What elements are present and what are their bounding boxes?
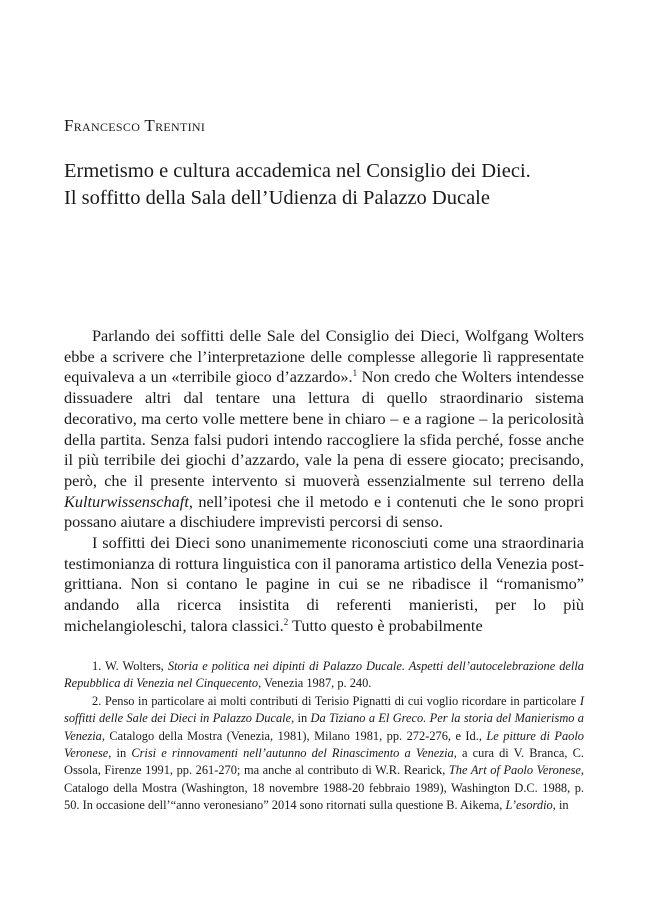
title-line-1: Ermetismo e cultura accademica nel Consiglio dei Dieci. bbox=[64, 160, 531, 182]
paragraph-1: Parlando dei soffitti delle Sale del Consiglio dei Dieci, Wolfgang Wolters ebbe a scrivere che l’interpretazione delle complesse allegorie lì rappresentate equivaleva a un «terribile gioco d’azzardo».$^1$ Non credo che Wolters intendesse dissuadere altri dal tentare una lettura di quello straordinario sistema decorativo, ma certo volle mettere bene in chiaro – e a ragione – la pericolosità della partita. Senza falsi pudori intendo raccogliere la sfida perché, fosse anche il più terribile dei giochi d’azzardo, vale la pena di essere giocato; precisando, però, che il presente intervento si muoverà essenzialmente sul terreno della Kulturwissenschaft, nell’ipotesi che il metodo e i contenuti che le sono propri possano aiutare a dischiudere imprevisti percorsi di senso. bbox=[64, 326, 584, 532]
body-text bbox=[64, 326, 584, 637]
footnote-2: 2. Penso in particolare ai molti contributi di Terisio Pignatti di cui voglio ricordare in particolare I soffitti delle Sale dei Dieci in Palazzo Ducale, in Da Tiziano a El Greco. Per la storia del Manierismo a Venezia, Catalogo della Mostra (Venezia, 1981), Milano 1981, pp. 272-276, e Id., Le pitture di Paolo Veronese, in Crisi e rinnovamenti nell’autunno del Rinascimento a Venezia, a cura di V. Branca, C. Ossola, Firenze 1991, pp. 261-270; ma anche al contributo di W.R. Rearick, The Art of Paolo Veronese, Catalogo della Mostra (Washington, 18 novembre 1988-20 febbraio 1989), Washington D.C. 1988, p. 50. In occasione dell’“anno veronesiano” 2014 sono ritornati sulla questione B. Aikema, L’esordio, in bbox=[64, 693, 584, 813]
footnote-ref-2[interactable]: 2 bbox=[283, 616, 289, 627]
footnotes bbox=[64, 658, 584, 815]
paragraph-2: I soffitti dei Dieci sono unanimemente riconosciuti come una straordinaria testimonianza di rottura linguistica con il panorama artistico della Venezia post-grittiana. Non si contano le pagine in cui se ne ribadisce il “romanismo” andando alla ricerca insistita di referenti manieristi, per lo più michelangioleschi, talora classici.$^2$ Tutto questo è probabilmente bbox=[64, 533, 584, 635]
footnote-ref-1[interactable]: 1 bbox=[352, 368, 358, 379]
footnote-1: 1. W. Wolters, Storia e politica nei dipinti di Palazzo Ducale. Aspetti dell’autocelebrazione della Repubblica di Venezia nel Cinquecento, Venezia 1987, p. 240. bbox=[64, 659, 584, 691]
page bbox=[64, 0, 584, 910]
title-line-2: Il soffitto della Sala dell’Udienza di Palazzo Ducale bbox=[64, 187, 490, 209]
author-name: Francesco Trentini bbox=[64, 116, 206, 135]
article-title bbox=[64, 158, 584, 212]
